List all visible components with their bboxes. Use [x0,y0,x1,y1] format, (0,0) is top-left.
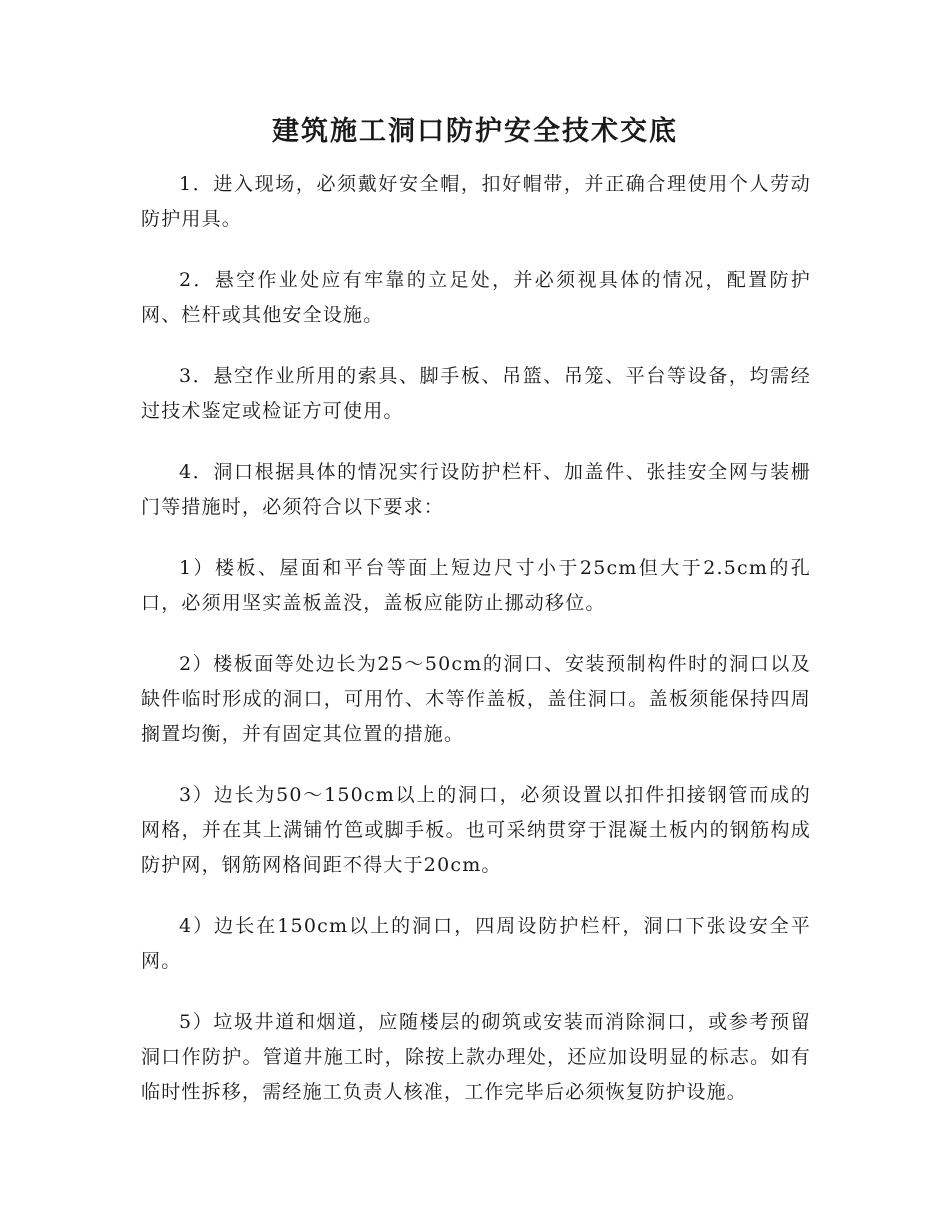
paragraph-sub-item-1: 1）楼板、屋面和平台等面上短边尺寸小于25cm但大于2.5cm的孔口，必须用坚实盖板盖没，盖板应能防止挪动移位。 [141,557,811,614]
paragraph-item-1: 1．进入现场，必须戴好安全帽，扣好帽带，并正确合理使用个人劳动防护用具。 [141,173,811,230]
paragraph-sub-item-2: 2）楼板面等处边长为25～50cm的洞口、安装预制构件时的洞口以及缺件临时形成的洞口，可用竹、木等作盖板，盖住洞口。盖板须能保持四周搁置均衡，并有固定其位置的措施。 [141,653,811,745]
paragraph-item-2: 2．悬空作业处应有牢靠的立足处，并必须视具体的情况，配置防护网、栏杆或其他安全设施。 [141,269,811,326]
document-body [141,167,811,1136]
paragraph-sub-item-5: 5）垃圾井道和烟道，应随楼层的砌筑或安装而消除洞口，或参考预留洞口作防护。管道井施工时，除按上款办理处，还应加设明显的标志。如有临时性拆移，需经施工负责人核准，工作完毕后必须恢复防护设施。 [141,1011,811,1103]
paragraph-item-4: 4．洞口根据具体的情况实行设防护栏杆、加盖件、张挂安全网与装栅门等措施时，必须符合以下要求： [141,461,811,518]
paragraph-sub-item-4: 4）边长在150cm以上的洞口，四周设防护栏杆，洞口下张设安全平网。 [141,915,811,972]
paragraph-sub-item-3: 3）边长为50～150cm以上的洞口，必须设置以扣件扣接钢管而成的网格，并在其上满铺竹笆或脚手板。也可采纳贯穿于混凝土板内的钢筋构成防护网，钢筋网格间距不得大于20cm。 [141,784,811,876]
document-title: 建筑施工洞口防护安全技术交底 [272,116,678,147]
paragraph-item-3: 3．悬空作业所用的索具、脚手板、吊篮、吊笼、平台等设备，均需经过技术鉴定或检证方可使用。 [141,365,811,422]
